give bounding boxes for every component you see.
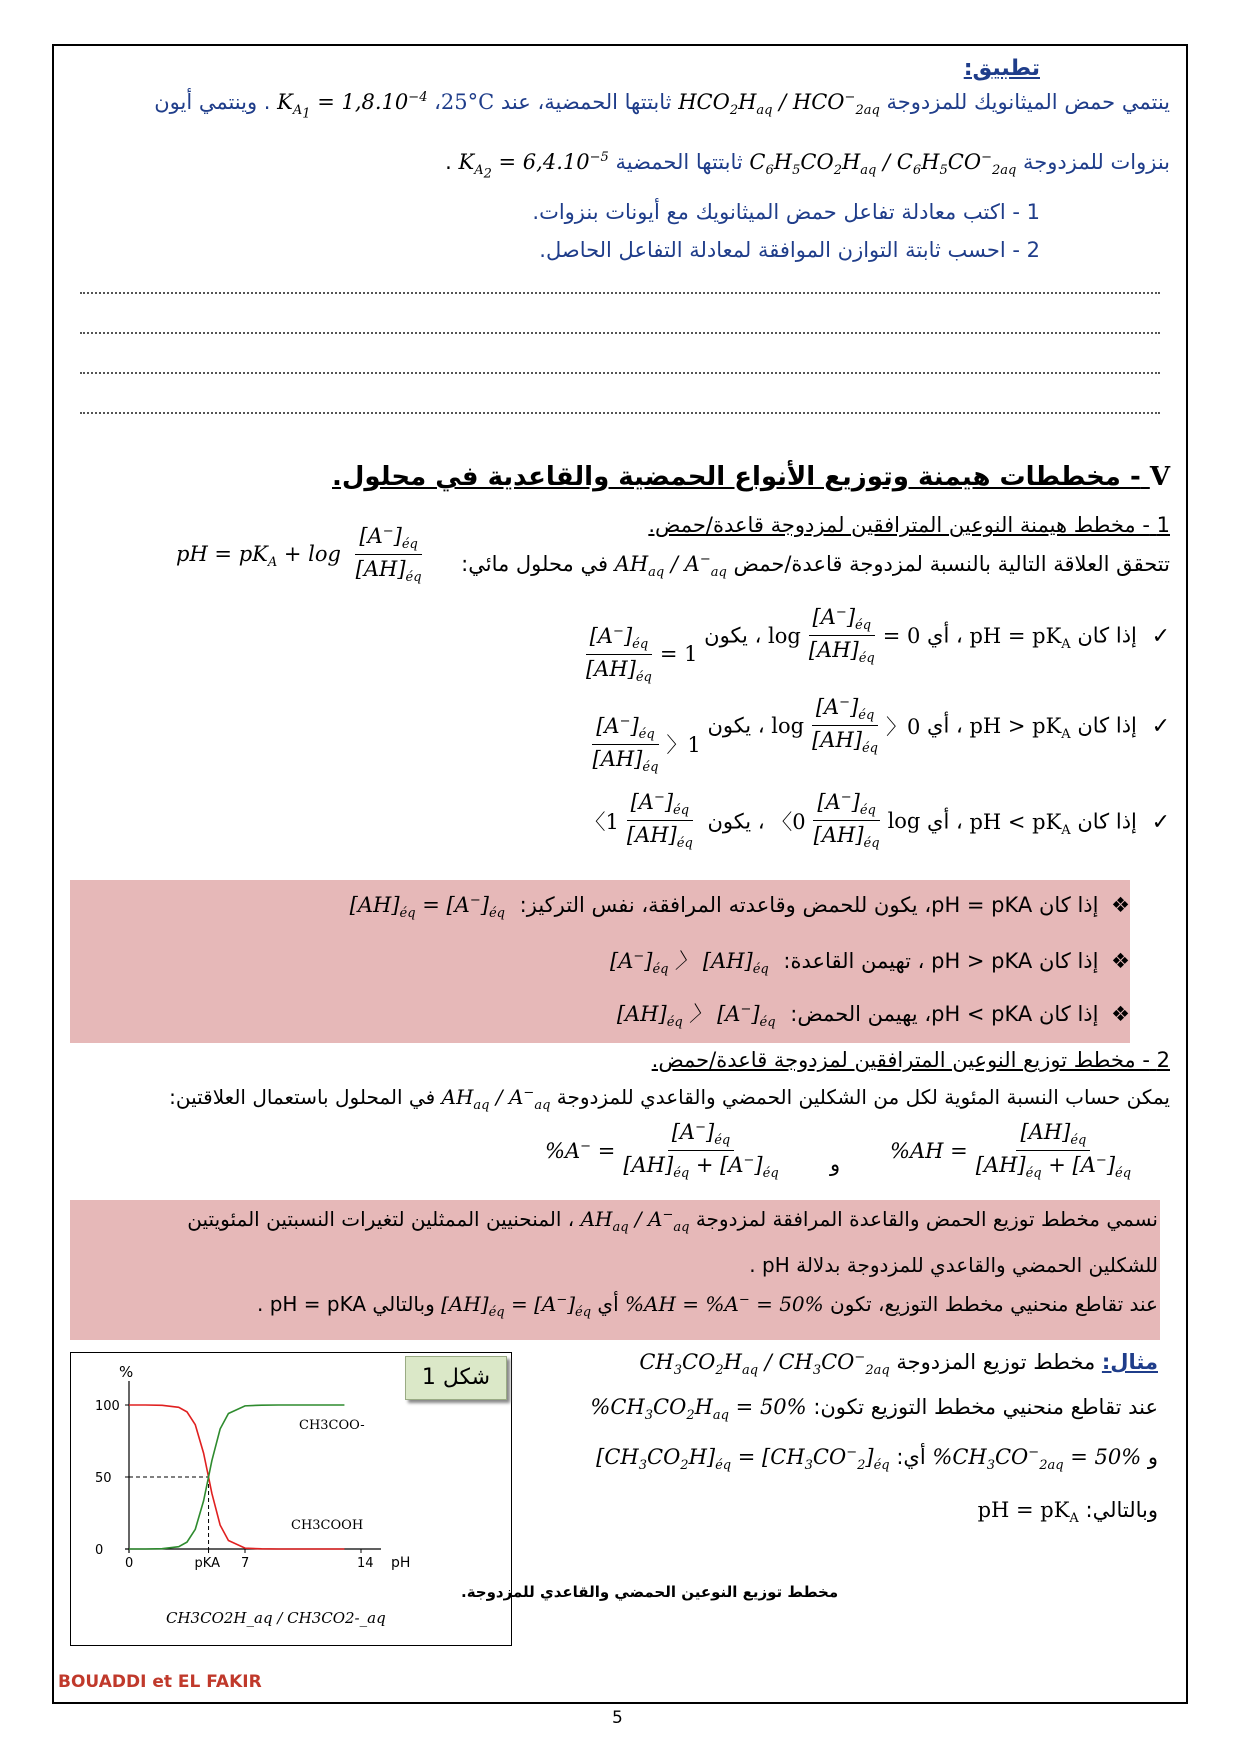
temperature: 25°C <box>440 90 495 114</box>
ka2: $K_{A_2} = 6,4.10^{-5}$ <box>458 150 609 182</box>
application-heading: تطبيق: <box>963 56 1040 81</box>
y-tick-label: 50 <box>95 1471 112 1486</box>
figure-caption-couple: CH3CO2H_aq / CH3CO2-_aq <box>166 1609 386 1627</box>
x-tick-label: pKA <box>194 1556 220 1571</box>
line1-text-b: ثابتتها الحمضية، عند <box>500 90 672 114</box>
def-a: نسمي مخطط توزيع الحمض والقاعدة المرافقة لمزدوجة <box>695 1207 1158 1231</box>
example-mid: أي: <box>896 1445 926 1469</box>
intro-couple: $AH_{aq} / A^-_{aq}$ <box>614 552 727 581</box>
example-line-4: وبالتالي: pH = $pK_A$ <box>977 1498 1158 1527</box>
case-3: ✓ إذا كان pH < $pK_A$ ، أي 〈0 $\frac{[A^-]_{éq}}{[AH]_{éq}}$ log ، يكون 〈1 $\frac{[A^-]_{éq}}{[AH]_{éq}}$ <box>584 790 1170 852</box>
q1-number: 1 <box>1026 200 1040 224</box>
q2-number: 2 <box>1026 238 1040 262</box>
x-tick-label: 0 <box>125 1556 134 1571</box>
footer-authors: BOUADDI et EL FAKIR <box>58 1672 262 1692</box>
and-connector: و <box>830 1152 841 1176</box>
bullet-1: ❖ إذا كان pH = pKA، يكون للحمض وقاعدته المرافقة، نفس التركيز: $[AH]_{éq} = [A^-]_{éq}$ <box>349 893 1130 922</box>
example-line-3: و $\%CH_3CO^-_{2aq} = 50\%$ أي: $[CH_3CO_2H]_{éq} = [CH_3CO^-_2]_{éq}$ <box>596 1445 1158 1474</box>
line1-text-d: . وينتمي أيون <box>154 90 271 114</box>
section-5-text: - مخططات هيمنة وتوزيع الأنواع الحمضية والقاعدية في محلول. <box>332 462 1141 492</box>
bullet-1-text: إذا كان pH = pKA، يكون للحمض وقاعدته المرافقة، نفس التركيز: <box>519 893 1099 917</box>
example-l2: عند تقاطع منحنيي مخطط التوزيع تكون: <box>813 1395 1158 1419</box>
sub-1-number: 1 <box>1156 513 1170 537</box>
sub-2-intro: يمكن حساب النسبة المئوية لكل من الشكلين الحمضي والقاعدي للمزدوجة $AH_{aq} / A^-_{aq}$ في المحلول باستعمال العلاقتين: <box>169 1085 1170 1113</box>
def-d: عند تقاطع منحنيي مخطط التوزيع، تكون <box>830 1292 1158 1316</box>
line2-text-b: ثابتتها الحمضية <box>615 150 743 174</box>
figure-tag: شكل 1 <box>405 1356 507 1400</box>
def-d-mid: أي <box>597 1292 619 1316</box>
sub-2-title <box>652 1048 1170 1072</box>
sub-1-intro <box>461 552 1170 580</box>
case-2: ✓ إذا كان pH > $pK_A$ ، أي log $\frac{[A^-]_{éq}}{[AH]_{éq}}$ 〉0 ، يكون $\frac{[A^-]_{éq}}{[AH]_{éq}}$ 〉1 <box>592 695 1170 776</box>
bullet-2: ❖ إذا كان pH > pKA ، تهيمن القاعدة: $[A^-]_{éq}$ 〉 $[AH]_{éq}$ <box>610 949 1130 978</box>
def-b: ، المنحنيين الممثلين لتغيرات النسبتين المئويتين <box>187 1207 575 1231</box>
q2-text: - احسب ثابتة التوازن الموافقة لمعادلة التفاعل الحاصل. <box>539 238 1020 262</box>
figure-caption: مخطط توزيع النوعين الحمضي والقاعدي للمزدوجة. <box>461 1583 839 1601</box>
case-1: ✓ إذا كان pH = $pK_A$ ، أي log $\frac{[A^-]_{éq}}{[AH]_{éq}}$ = 0 ، يكون $\frac{[A^-]_{éq}}{[AH]_{éq}}$ = 1 <box>585 605 1170 686</box>
example-line-1: مثال: مخطط توزيع المزدوجة $CH_3CO_2H_{aq} / CH_3CO^-_{2aq}$ <box>639 1350 1158 1379</box>
answer-line-1[interactable] <box>80 292 1160 294</box>
def-line-2: للشكلين الحمضي والقاعدي للمزدوجة بدلالة pH . <box>749 1253 1158 1277</box>
line1-text-c: ، <box>427 90 441 114</box>
ka1: $K_{A_1} = 1,8.10^{-4}$ <box>277 90 428 122</box>
line1-text-a: ينتمي حمض الميثانويك للمزدوجة <box>886 90 1170 114</box>
percent-a-formula: %A− = $\frac{[A^-]_{éq}}{[AH]_{éq} + [A^-]_{éq}}$ <box>545 1120 779 1182</box>
example-label: مثال: <box>1101 1350 1158 1374</box>
example-and: و <box>1147 1445 1158 1469</box>
question-1 <box>532 200 1040 224</box>
question-2 <box>539 238 1040 262</box>
x-tick-label: 7 <box>241 1556 250 1571</box>
x-tick-label: 14 <box>357 1556 374 1571</box>
couple-2: $C_6H_5CO_2H_{aq} / C_6H_5CO^-_{2aq}$ <box>749 150 1017 179</box>
example-l4: وبالتالي: <box>1085 1498 1158 1522</box>
q1-text: - اكتب معادلة تفاعل حمض الميثانويك مع أيونات بنزوات. <box>532 200 1020 224</box>
answer-line-4[interactable] <box>80 412 1160 414</box>
y-axis-label: % <box>119 1363 134 1381</box>
henderson-formula: pH = $pK_A + \log$ $\frac{[A^-]_{éq}}{[AH]_{éq}}$ <box>176 524 422 586</box>
line2-end: . <box>445 150 452 174</box>
example-line-2: عند تقاطع منحنيي مخطط التوزيع تكون: $\%CH_3CO_2H_{aq} = 50\%$ <box>590 1395 1158 1424</box>
sub-2-intro-b: في المحلول باستعمال العلاقتين: <box>169 1085 436 1109</box>
section-5-number: V <box>1149 462 1170 492</box>
sub-2-intro-a: يمكن حساب النسبة المئوية لكل من الشكلين الحمضي والقاعدي للمزدوجة <box>556 1085 1170 1109</box>
answer-line-3[interactable] <box>80 372 1160 374</box>
bullet-2-text: إذا كان pH > pKA ، تهيمن القاعدة: <box>783 949 1099 973</box>
sub-1-title <box>648 513 1170 537</box>
intro-b: في محلول مائي: <box>461 552 608 576</box>
page-number: 5 <box>612 1708 623 1728</box>
percent-ah-formula: %AH = $\frac{[AH]_{éq}}{[AH]_{éq} + [A^-]_{éq}}$ <box>890 1120 1132 1182</box>
section-5-title <box>332 462 1170 492</box>
line2-text-a: بنزوات للمزدوجة <box>1023 150 1170 174</box>
couple-1: $HCO_2H_{aq} / HCO^-_{2aq}$ <box>678 90 880 119</box>
bullet-3-text: إذا كان pH < pKA، يهيمن الحمض: <box>790 1002 1099 1026</box>
application-line-1 <box>154 90 1170 122</box>
application-line-2 <box>445 150 1170 182</box>
sub-2-number: 2 <box>1156 1048 1170 1072</box>
y-tick-label: 100 <box>95 1399 120 1414</box>
def-d-end: وبالتالي pH = pKA . <box>256 1292 435 1316</box>
label-acid: CH3COOH <box>291 1518 364 1533</box>
sub-1-text: - مخطط هيمنة النوعين المترافقين لمزدوجة قاعدة/حمض. <box>648 513 1150 537</box>
sub-2-text: - مخطط توزيع النوعين المترافقين لمزدوجة قاعدة/حمض. <box>651 1048 1150 1072</box>
intro-a: تتحقق العلاقة التالية بالنسبة لمزدوجة قاعدة/حمض <box>733 552 1170 576</box>
x-axis-label: pH <box>391 1555 411 1571</box>
def-line-1: نسمي مخطط توزيع الحمض والقاعدة المرافقة لمزدوجة $AH_{aq} / A^-_{aq}$ ، المنحنيين الممثلين لتغيرات النسبتين المئويتين <box>187 1207 1158 1235</box>
bullet-3: ❖ إذا كان pH < pKA، يهيمن الحمض: $[AH]_{éq}$ 〉 $[A^-]_{éq}$ <box>616 1002 1130 1031</box>
answer-line-2[interactable] <box>80 332 1160 334</box>
label-base: CH3COO- <box>299 1418 365 1433</box>
def-line-3: عند تقاطع منحنيي مخطط التوزيع، تكون %AH = %A− = 50% أي $[AH]_{éq} = [A^-]_{éq}$ وبالتالي pH = pKA . <box>256 1292 1158 1320</box>
y-tick-label: 0 <box>95 1543 104 1558</box>
example-l1: مخطط توزيع المزدوجة <box>896 1350 1096 1374</box>
